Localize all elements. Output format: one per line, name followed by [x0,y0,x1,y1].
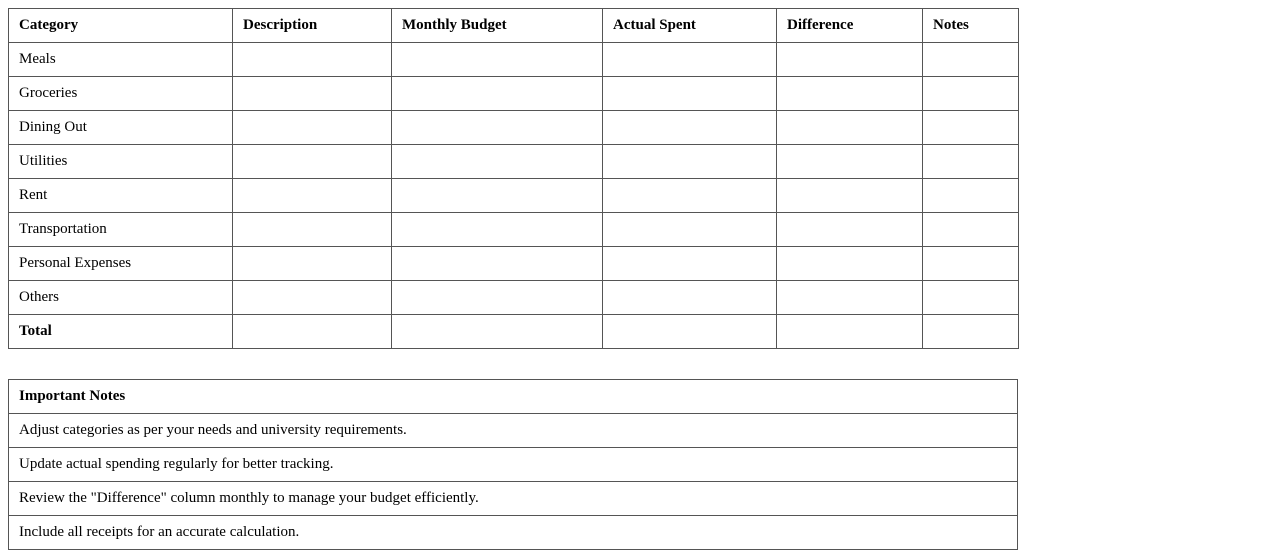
header-actual-spent: Actual Spent [603,9,777,43]
note-item: Update actual spending regularly for better tracking. [9,448,1018,482]
cell-category: Total [9,315,233,349]
cell-actual-spent[interactable] [603,145,777,179]
cell-difference[interactable] [777,213,923,247]
cell-description[interactable] [233,281,392,315]
cell-actual-spent[interactable] [603,247,777,281]
cell-notes[interactable] [923,315,1019,349]
cell-actual-spent[interactable] [603,43,777,77]
cell-difference[interactable] [777,145,923,179]
important-notes-table [8,379,1018,550]
header-row [9,9,1019,43]
cell-actual-spent[interactable] [603,213,777,247]
table-row [9,179,1019,213]
cell-description[interactable] [233,43,392,77]
cell-description[interactable] [233,111,392,145]
header-monthly-budget: Monthly Budget [392,9,603,43]
cell-notes[interactable] [923,213,1019,247]
cell-category: Personal Expenses [9,247,233,281]
notes-title: Important Notes [9,380,1018,414]
cell-monthly-budget[interactable] [392,43,603,77]
note-row [9,414,1018,448]
cell-category: Groceries [9,77,233,111]
cell-notes[interactable] [923,145,1019,179]
table-row [9,111,1019,145]
cell-actual-spent[interactable] [603,179,777,213]
cell-category: Others [9,281,233,315]
header-category: Category [9,9,233,43]
table-row [9,247,1019,281]
cell-difference[interactable] [777,111,923,145]
cell-difference[interactable] [777,179,923,213]
cell-monthly-budget[interactable] [392,247,603,281]
cell-notes[interactable] [923,111,1019,145]
cell-category: Rent [9,179,233,213]
cell-difference[interactable] [777,315,923,349]
cell-notes[interactable] [923,43,1019,77]
note-item: Include all receipts for an accurate calculation. [9,516,1018,550]
notes-title-row [9,380,1018,414]
cell-notes[interactable] [923,247,1019,281]
total-row [9,315,1019,349]
table-row [9,213,1019,247]
cell-category: Transportation [9,213,233,247]
cell-category: Meals [9,43,233,77]
cell-monthly-budget[interactable] [392,145,603,179]
cell-category: Utilities [9,145,233,179]
header-notes: Notes [923,9,1019,43]
cell-category: Dining Out [9,111,233,145]
cell-notes[interactable] [923,281,1019,315]
cell-difference[interactable] [777,43,923,77]
cell-monthly-budget[interactable] [392,213,603,247]
note-row [9,448,1018,482]
cell-monthly-budget[interactable] [392,111,603,145]
cell-difference[interactable] [777,281,923,315]
cell-actual-spent[interactable] [603,77,777,111]
cell-difference[interactable] [777,247,923,281]
cell-description[interactable] [233,247,392,281]
cell-description[interactable] [233,77,392,111]
budget-table [8,8,1019,349]
cell-actual-spent[interactable] [603,111,777,145]
cell-monthly-budget[interactable] [392,315,603,349]
header-difference: Difference [777,9,923,43]
cell-monthly-budget[interactable] [392,281,603,315]
note-item: Review the "Difference" column monthly to manage your budget efficiently. [9,482,1018,516]
note-row [9,482,1018,516]
cell-description[interactable] [233,213,392,247]
cell-description[interactable] [233,145,392,179]
cell-description[interactable] [233,179,392,213]
header-description: Description [233,9,392,43]
cell-notes[interactable] [923,179,1019,213]
cell-actual-spent[interactable] [603,281,777,315]
table-row [9,43,1019,77]
cell-notes[interactable] [923,77,1019,111]
cell-actual-spent[interactable] [603,315,777,349]
note-row [9,516,1018,550]
cell-monthly-budget[interactable] [392,77,603,111]
table-row [9,281,1019,315]
cell-description[interactable] [233,315,392,349]
table-row [9,77,1019,111]
cell-difference[interactable] [777,77,923,111]
cell-monthly-budget[interactable] [392,179,603,213]
table-row [9,145,1019,179]
note-item: Adjust categories as per your needs and university requirements. [9,414,1018,448]
